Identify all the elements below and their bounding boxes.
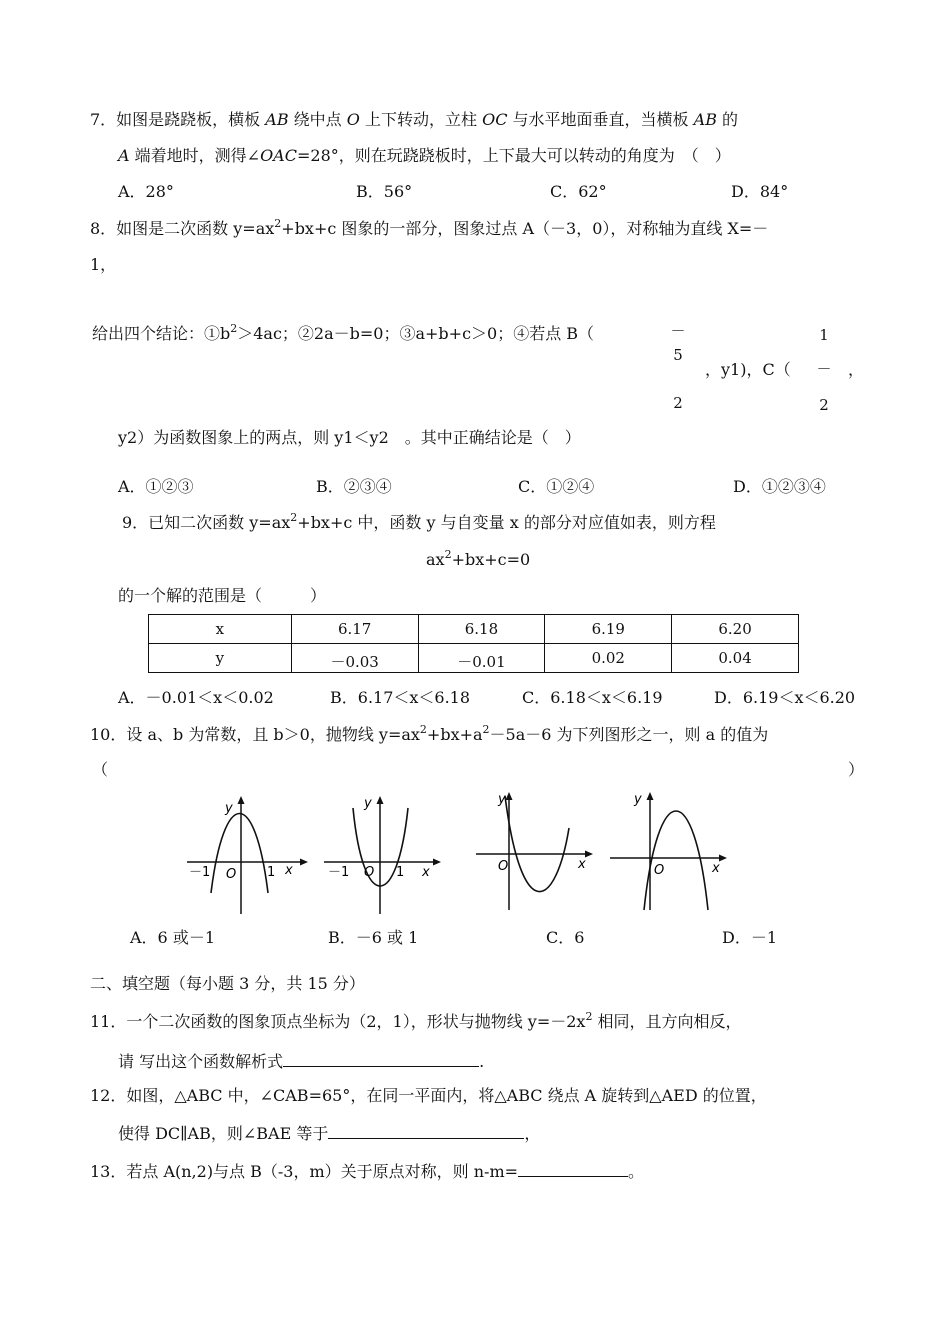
- table-cell: 6.17: [291, 615, 418, 644]
- q9-equation: $ax^2+bx+c=0$: [426, 548, 531, 569]
- q8-option-a: A．①②③: [118, 477, 194, 496]
- q11-answer-blank[interactable]: [283, 1050, 479, 1067]
- q10-paren-left: （: [92, 760, 109, 779]
- origin-label: O: [498, 859, 509, 874]
- q10-option-a: A．6 或－1: [130, 928, 216, 947]
- x-axis-arrow-icon: [585, 851, 593, 858]
- table-cell: x: [149, 615, 292, 644]
- x-axis-label: x: [422, 865, 430, 880]
- q8-fraction1-den: 2: [673, 394, 683, 412]
- q9-option-a: A．－0.01＜x＜0.02: [118, 688, 274, 707]
- parabola-curve: [211, 814, 268, 894]
- q12-line1: 12．如图，△ABC 中，∠CAB=65°，在同一平面内，将△ABC 绕点 A 旋转到△AED 的位置，: [90, 1086, 767, 1105]
- section-two-heading: 二、填空题（每小题 3 分，共 15 分）: [90, 974, 365, 993]
- q8-option-d: D．①②③④: [733, 477, 826, 496]
- table-row: [149, 615, 799, 644]
- q10-graph-d: [608, 788, 733, 913]
- q7-option-b: B．56°: [356, 182, 413, 201]
- q8-option-b: B．②③④: [316, 477, 392, 496]
- q10-graph-a: [185, 792, 310, 917]
- origin-label: O: [364, 865, 375, 880]
- table-cell: 0.02: [545, 644, 672, 673]
- q8-mid-text: ，y1)，C（: [705, 360, 791, 379]
- origin-label: O: [654, 863, 665, 878]
- q7-option-c: C．62°: [550, 182, 607, 201]
- table-cell: 6.18: [418, 615, 545, 644]
- tick-label-1: 1: [267, 865, 276, 880]
- q9-option-d: D．6.19＜x＜6.20: [714, 688, 856, 707]
- q9-option-c: C．6.18＜x＜6.19: [522, 688, 663, 707]
- q9-line1: 9．已知二次函数 $y=ax^2+bx+c$ 中，函数 y 与自变量 x 的部分对应值如表，则方程: [122, 511, 716, 532]
- table-cell: 0.04: [672, 644, 799, 673]
- q10-paren-right: ）: [848, 760, 865, 779]
- x-axis-arrow-icon: [433, 859, 441, 866]
- x-axis-arrow-icon: [719, 855, 727, 862]
- q8-line3: y2）为函数图象上的两点，则 y1＜y2 。其中正确结论是（ ）: [118, 428, 581, 447]
- y-axis-arrow-icon: [377, 796, 384, 804]
- q8-line1: 8．如图是二次函数 $y=ax^2+bx+c$ 图象的一部分，图象过点 A（－3，0），对称轴为直线 X=－: [90, 217, 769, 238]
- q9-value-table: [148, 614, 799, 673]
- q7-line1: 7．如图是跷跷板，横板 AB 绕中点 O 上下转动，立柱 OC 与水平地面垂直，当横板 AB 的: [90, 110, 739, 129]
- q8-fraction1-mid: 5: [673, 346, 683, 364]
- parabola-curve: [505, 796, 569, 892]
- q8-fraction2-mid: －: [816, 360, 832, 378]
- q7-option-d: D．84°: [731, 182, 789, 201]
- y-axis-label: y: [364, 796, 372, 811]
- origin-label: O: [226, 867, 237, 882]
- q8-option-c: C．①②④: [518, 477, 595, 496]
- q12-answer-blank[interactable]: [328, 1122, 524, 1139]
- q11-line2: 请 写出这个函数解析式 .: [118, 1052, 485, 1071]
- q8-fraction1-num: －: [670, 322, 686, 340]
- table-cell: －0.01: [418, 644, 545, 673]
- y-axis-label: y: [225, 801, 233, 816]
- x-axis-label: x: [712, 861, 720, 876]
- q8-line2: 给出四个结论：$①b^2>4ac$；②2a－b=0；③a+b+c＞0；④若点 B（: [92, 322, 595, 343]
- q10-option-b: B．－6 或 1: [328, 928, 419, 947]
- q11-line1: 11．一个二次函数的图象顶点坐标为（2，1），形状与抛物线 $y=-2x^2$ 相同，且方向相反，: [90, 1010, 742, 1031]
- x-axis-label: x: [578, 857, 586, 872]
- q10-line1: 10．设 a、b 为常数，且 b＞0，抛物线 $y=ax^2+bx+a^2-5a-6$ 为下列图形之一，则 a 的值为: [90, 723, 769, 744]
- y-axis-arrow-icon: [647, 792, 654, 800]
- x-axis-label: x: [285, 863, 293, 878]
- q9-line3: 的一个解的范围是（ ）: [118, 586, 327, 605]
- y-axis-arrow-icon: [238, 796, 245, 804]
- q13-answer-blank[interactable]: [518, 1160, 628, 1177]
- y-axis-arrow-icon: [506, 792, 513, 800]
- q8-line1-cont: 1，: [90, 255, 117, 274]
- table-cell: 6.20: [672, 615, 799, 644]
- q13-line1: 13．若点 A(n,2)与点 B（-3，m）关于原点对称，则 n-m= 。: [90, 1162, 645, 1181]
- q7-line2: A 端着地时，测得∠OAC=28°，则在玩跷跷板时，上下最大可以转动的角度为 （ ）: [118, 146, 731, 165]
- y-axis-label: y: [634, 792, 642, 807]
- q8-comma: ，: [848, 360, 865, 379]
- q8-fraction2-num: 1: [819, 326, 829, 344]
- q10-graph-b: [322, 792, 447, 917]
- tick-label-neg1: －1: [189, 865, 211, 880]
- table-cell: 6.19: [545, 615, 672, 644]
- table-row: [149, 644, 799, 673]
- x-axis-arrow-icon: [300, 859, 308, 866]
- tick-label-neg1: －1: [328, 865, 350, 880]
- q7-option-a: A．28°: [118, 182, 174, 201]
- table-cell: y: [149, 644, 292, 673]
- q10-option-c: C．6: [546, 928, 585, 947]
- q9-option-b: B．6.17＜x＜6.18: [330, 688, 471, 707]
- table-cell: －0.03: [291, 644, 418, 673]
- tick-label-1: 1: [396, 865, 405, 880]
- parabola-curve: [644, 811, 708, 910]
- q8-fraction2-den: 2: [819, 396, 829, 414]
- q12-line2: 使得 DC∥AB，则∠BAE 等于 ，: [118, 1124, 541, 1143]
- q10-option-d: D．－1: [722, 928, 778, 947]
- y-axis-label: y: [498, 792, 506, 807]
- q10-graph-c: [472, 788, 597, 913]
